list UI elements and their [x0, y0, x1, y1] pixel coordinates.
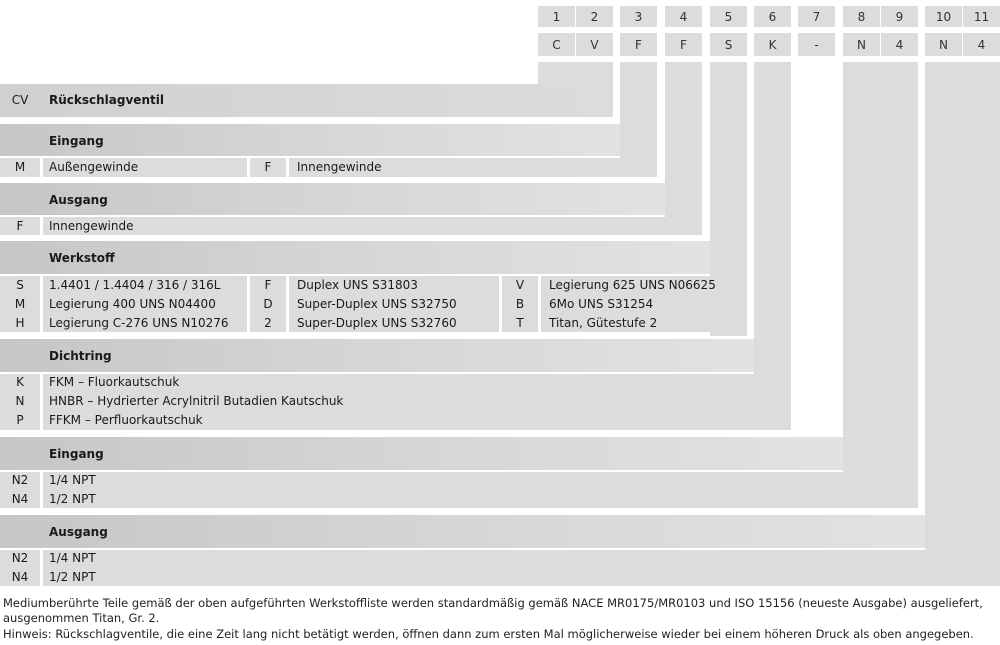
seal-option-label: FFKM – Perfluorkautschuk — [49, 413, 203, 427]
material-option-label: 6Mo UNS S31254 — [549, 297, 654, 311]
footnote-line-1: Mediumberührte Teile gemäß der oben aufgeführten Werkstoffliste werden standardmäßig gemäß NACE MR0175/MR0103 und ISO 15156 (neueste Ausgabe) ausgeliefert, — [3, 596, 983, 610]
position-char-2: V — [576, 33, 613, 56]
outlet-size-label-cell — [43, 550, 1000, 586]
inlet-size-title: Eingang — [49, 447, 104, 461]
seal-option-code: N — [15, 394, 25, 408]
position-number-5: 5 — [710, 6, 747, 27]
inlet-size-option-code: N4 — [11, 492, 29, 506]
material-option-code: V — [515, 278, 525, 292]
inlet-option-label: Außengewinde — [49, 160, 139, 174]
valve-code: CV — [11, 93, 29, 107]
footnote-line-2: ausgenommen Titan, Gr. 2. — [3, 611, 160, 625]
inlet-size-header-bg — [0, 437, 843, 470]
footnote-line-3: Hinweis: Rückschlagventile, die eine Zeit lang nicht betätigt werden, öffnen dann zum ersten Mal möglicherweise wieder bei einem höheren Druck als oben angegeben. — [3, 627, 974, 641]
position-char-3: F — [620, 33, 657, 56]
position-number-8: 8 — [843, 6, 880, 27]
position-number-10: 10 — [925, 6, 962, 27]
outlet-size-option-label: 1/4 NPT — [49, 551, 96, 565]
inlet-option-label: Innengewinde — [297, 160, 382, 174]
material-option-code: S — [16, 278, 24, 292]
position-number-6: 6 — [754, 6, 791, 27]
material-option-label: Legierung C-276 UNS N10276 — [49, 316, 229, 330]
material-option-code: T — [516, 316, 524, 330]
connector-bar-10-11 — [925, 62, 1000, 586]
material-option-label: Legierung 625 UNS N06625 — [549, 278, 716, 292]
inlet-title: Eingang — [49, 134, 104, 148]
material-option-label: Duplex UNS S31803 — [297, 278, 418, 292]
outlet-option-label: Innengewinde — [49, 219, 134, 233]
connector-bar-4 — [665, 62, 702, 235]
material-option-label: Titan, Gütestufe 2 — [549, 316, 658, 330]
outlet-title: Ausgang — [49, 193, 108, 207]
position-char-6: K — [754, 33, 791, 56]
position-char-1: C — [538, 33, 575, 56]
outlet-label-cell — [43, 217, 665, 235]
material-option-code: M — [14, 297, 26, 311]
outlet-size-option-label: 1/2 NPT — [49, 570, 96, 584]
position-number-9: 9 — [881, 6, 918, 27]
valve-title: Rückschlagventil — [49, 93, 164, 107]
inlet-option-code: M — [14, 160, 26, 174]
seal-option-code: K — [16, 375, 24, 389]
seal-header-bg — [0, 339, 754, 372]
position-number-3: 3 — [620, 6, 657, 27]
inlet-size-option-label: 1/2 NPT — [49, 492, 96, 506]
position-char-9: 4 — [881, 33, 918, 56]
position-number-4: 4 — [665, 6, 702, 27]
position-char-4: F — [665, 33, 702, 56]
material-option-label: Legierung 400 UNS N04400 — [49, 297, 216, 311]
seal-title: Dichtring — [49, 349, 112, 363]
seal-option-label: HNBR – Hydrierter Acrylnitril Butadien Kautschuk — [49, 394, 344, 408]
inlet-option-code: F — [264, 160, 272, 174]
material-option-code: D — [263, 297, 273, 311]
outlet-option-code: F — [16, 219, 24, 233]
outlet-size-title: Ausgang — [49, 525, 108, 539]
material-option-code: 2 — [264, 316, 272, 330]
position-number-7: 7 — [798, 6, 835, 27]
material-title: Werkstoff — [49, 251, 115, 265]
material-option-label: Super-Duplex UNS S32750 — [297, 297, 457, 311]
position-char-7: - — [798, 33, 835, 56]
inlet-size-option-code: N2 — [11, 473, 29, 487]
position-number-2: 2 — [576, 6, 613, 27]
material-option-code: B — [515, 297, 525, 311]
position-number-11: 11 — [963, 6, 1000, 27]
material-option-label: 1.4401 / 1.4404 / 316 / 316L — [49, 278, 221, 292]
material-option-label: Super-Duplex UNS S32760 — [297, 316, 457, 330]
connector-bar-3 — [620, 62, 657, 177]
position-number-1: 1 — [538, 6, 575, 27]
material-option-code: F — [264, 278, 272, 292]
material-option-code: H — [15, 316, 25, 330]
connector-bar-8-9 — [843, 62, 918, 508]
outlet-size-option-code: N2 — [11, 551, 29, 565]
connector-bar-5 — [710, 62, 747, 336]
position-char-8: N — [843, 33, 880, 56]
position-char-10: N — [925, 33, 962, 56]
inlet-size-label-cell — [43, 472, 918, 508]
outlet-size-header-bg — [0, 515, 925, 548]
outlet-size-option-code: N4 — [11, 570, 29, 584]
inlet-size-option-label: 1/4 NPT — [49, 473, 96, 487]
position-char-5: S — [710, 33, 747, 56]
seal-option-code: P — [16, 413, 24, 427]
position-char-11: 4 — [963, 33, 1000, 56]
seal-option-label: FKM – Fluorkautschuk — [49, 375, 180, 389]
